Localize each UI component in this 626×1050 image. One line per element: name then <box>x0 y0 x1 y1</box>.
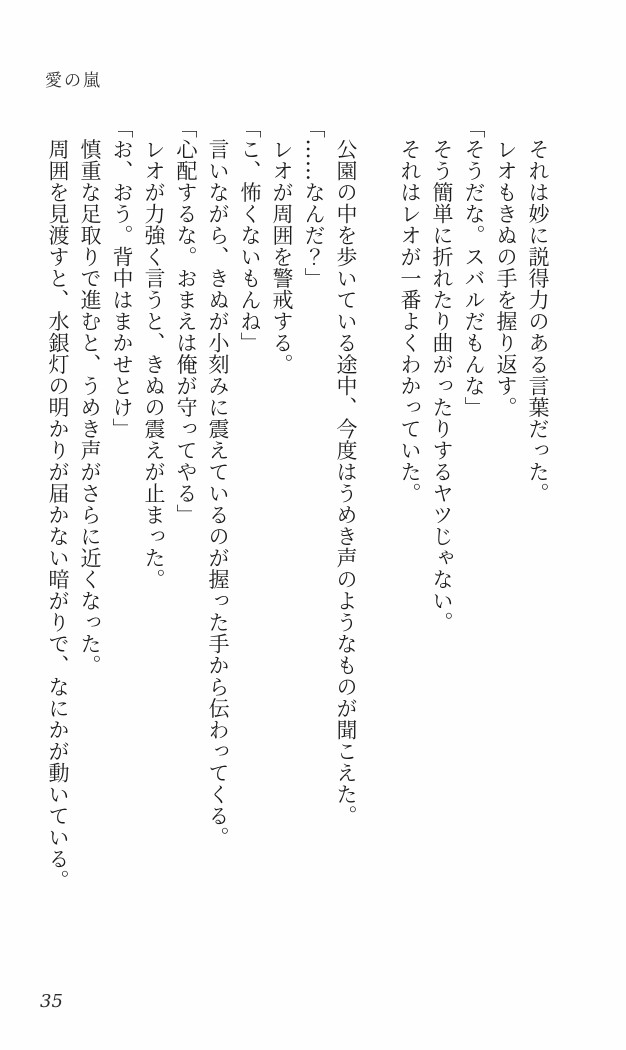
text-line: 「こ、怖くないもんね」 <box>238 117 262 354</box>
running-header-title: 愛の嵐 <box>45 71 102 91</box>
text-line: レオが周囲を警戒する。 <box>270 117 294 375</box>
body-text <box>42 117 554 889</box>
text-line: それはレオが一番よくわかっていた。 <box>398 117 422 504</box>
page-number: 35 <box>40 991 63 1012</box>
text-line: 「そうだな。スバルだもんな」 <box>462 117 486 418</box>
text-line: 周囲を見渡すと、水銀灯の明かりが届かない暗がりで、なにかが動いている。 <box>46 117 70 891</box>
text-line: それは妙に説得力のある言葉だった。 <box>526 117 550 504</box>
text-line: レオが力強く言うと、きぬの震えが止まった。 <box>142 117 166 590</box>
text-line: 「……なんだ？」 <box>302 117 326 289</box>
text-line-blank-separator <box>362 117 394 889</box>
text-line: 慎重な足取りで進むと、うめき声がさらに近くなった。 <box>78 117 102 676</box>
text-line: 公園の中を歩いている途中、今度はうめき声のようなものが聞こえた。 <box>334 117 358 827</box>
text-line: 「お、おう。背中はまかせとけ」 <box>110 117 134 440</box>
text-line: 言いながら、きぬが小刻みに震えているのが握った手から伝わってくる。 <box>206 117 230 848</box>
text-line: 「心配するな。おまえは俺が守ってやる」 <box>174 117 198 526</box>
text-line: そう簡単に折れたり曲がったりするヤツじゃない。 <box>430 117 454 633</box>
text-line: レオもきぬの手を握り返す。 <box>494 117 518 418</box>
